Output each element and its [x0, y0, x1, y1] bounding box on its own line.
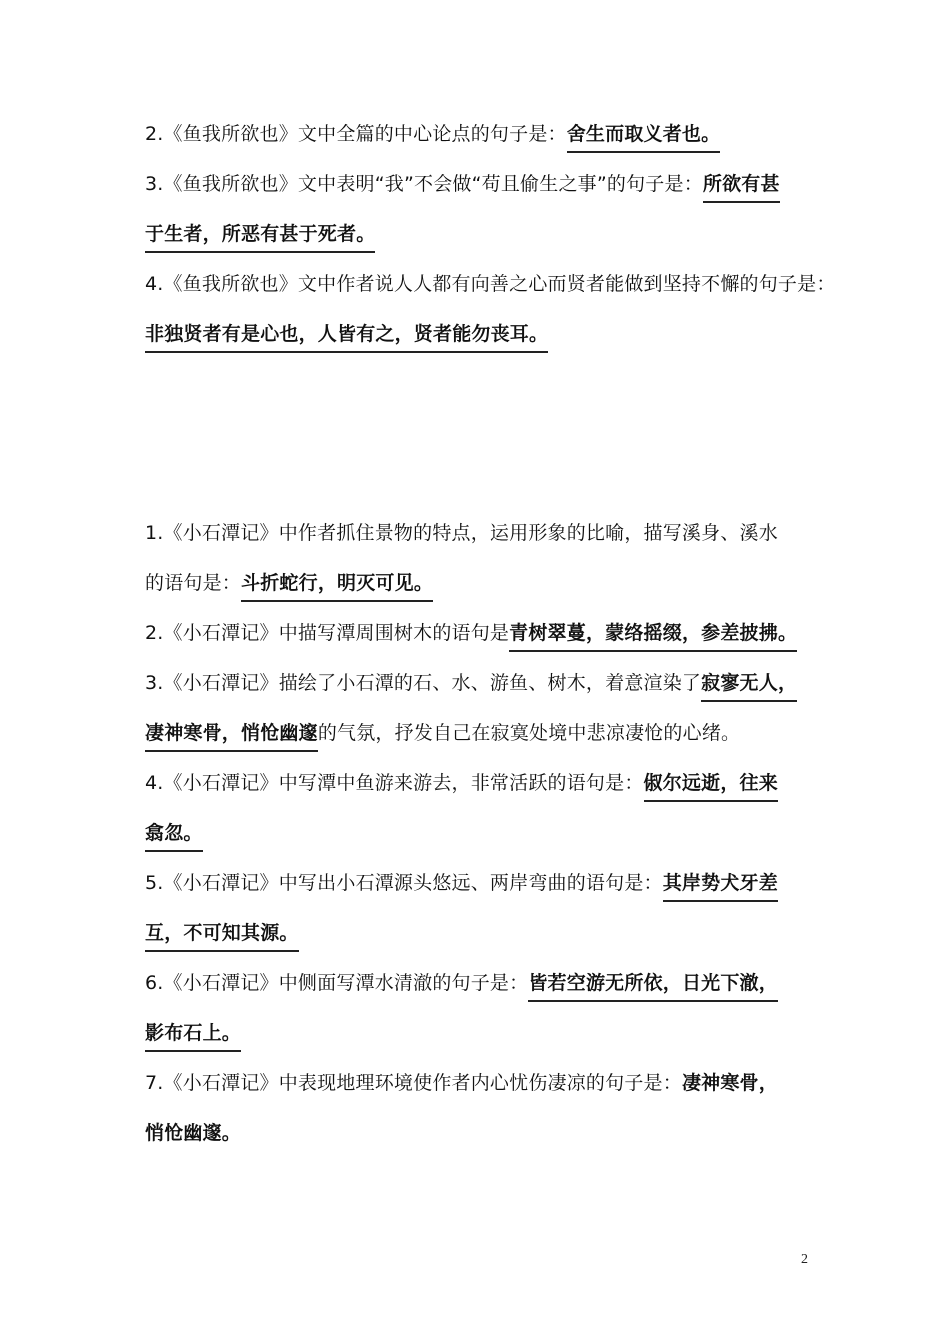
question-text: 的气氛，抒发自己在寂寞处境中悲凉凄怆的心绪。 — [317, 722, 741, 744]
question-text: 7.《小石潭记》中表现地理环境使作者内心忧伤凄凉的句子是： — [145, 1072, 682, 1094]
question-line — [145, 621, 810, 645]
question-line — [145, 122, 810, 146]
question-line — [145, 721, 810, 745]
question-line — [145, 571, 810, 595]
question-line — [145, 222, 810, 246]
page-number: 2 — [801, 1252, 808, 1267]
answer-text: 斗折蛇行，明灭可见。 — [241, 572, 433, 602]
answer-text: 俶尔远逝，往来 — [644, 772, 778, 802]
question-line — [145, 671, 810, 695]
question-text: 2.《小石潭记》中描写潭周围树木的语句是 — [145, 622, 510, 644]
question-line — [145, 521, 810, 545]
answer-text: 凄神寒骨，悄怆幽邃 — [145, 722, 318, 752]
question-line — [145, 821, 810, 845]
question-line — [145, 971, 810, 995]
question-text: 4.《鱼我所欲也》文中作者说人人都有向善之心而贤者能做到坚持不懈的句子是： — [145, 273, 836, 295]
question-text: 3.《小石潭记》描绘了小石潭的石、水、游鱼、树木，着意渲染了 — [145, 672, 702, 694]
answer-text: 互，不可知其源。 — [145, 922, 299, 952]
question-line — [145, 172, 810, 196]
question-line — [145, 1071, 810, 1095]
question-text: 2.《鱼我所欲也》文中全篇的中心论点的句子是： — [145, 123, 567, 145]
question-text: 1.《小石潭记》中作者抓住景物的特点，运用形象的比喻，描写溪身、溪水 — [145, 522, 778, 544]
answer-text: 青树翠蔓，蒙络摇缀，参差披拂。 — [509, 622, 797, 652]
question-line — [145, 1121, 810, 1145]
question-line — [145, 322, 810, 346]
question-text: 6.《小石潭记》中侧面写潭水清澈的句子是： — [145, 972, 529, 994]
question-text: 的语句是： — [145, 572, 242, 594]
answer-text: 凄神寒骨， — [681, 1072, 778, 1094]
question-text: 3.《鱼我所欲也》文中表明“我”不会做“苟且偷生之事”的句子是： — [145, 173, 703, 195]
question-line — [145, 871, 810, 895]
answer-text: 其岸势犬牙差 — [663, 872, 778, 902]
answer-text: 皆若空游无所依，日光下澈， — [528, 972, 778, 1002]
answer-text: 非独贤者有是心也，人皆有之，贤者能勿丧耳。 — [145, 323, 548, 353]
question-line — [145, 921, 810, 945]
question-line — [145, 1021, 810, 1045]
answer-text: 所欲有甚 — [703, 173, 780, 203]
answer-text: 于生者，所恶有甚于死者。 — [145, 223, 375, 253]
question-line — [145, 272, 836, 296]
question-text: 5.《小石潭记》中写出小石潭源头悠远、两岸弯曲的语句是： — [145, 872, 663, 894]
answer-text: 翕忽。 — [145, 822, 203, 852]
question-text: 4.《小石潭记》中写潭中鱼游来游去，非常活跃的语句是： — [145, 772, 644, 794]
answer-text: 舍生而取义者也。 — [567, 123, 721, 153]
question-line — [145, 771, 810, 795]
answer-text: 影布石上。 — [145, 1022, 241, 1052]
answer-text: 寂寥无人， — [701, 672, 797, 702]
answer-text: 悄怆幽邃。 — [145, 1122, 242, 1144]
